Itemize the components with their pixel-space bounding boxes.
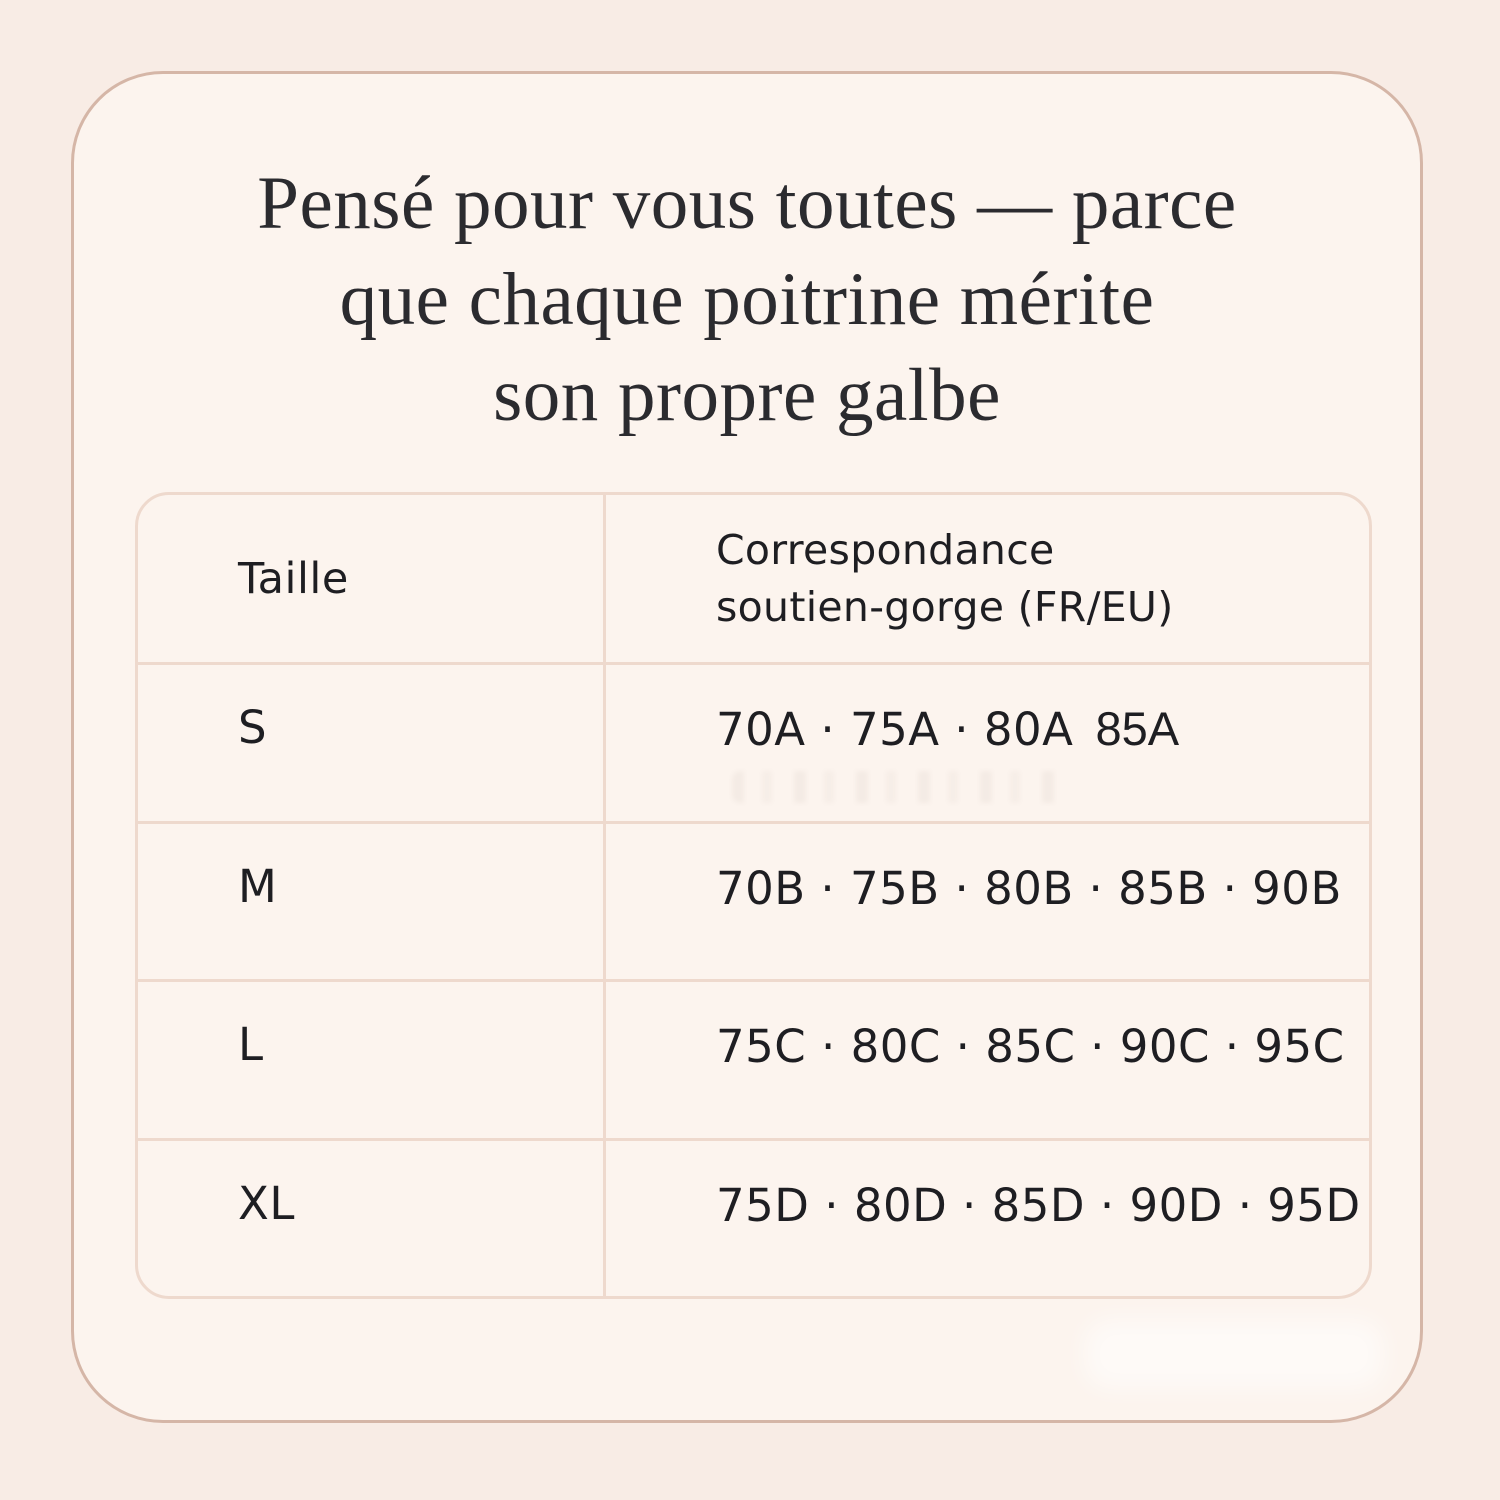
correspondence-values-xl: 75D · 80D · 85D · 90D · 95D [716, 1178, 1361, 1232]
correspondence-cell-l [603, 979, 1369, 1138]
header-correspondence-line-1: Correspondance [716, 525, 1055, 574]
correspondence-cell-s [603, 662, 1369, 821]
size-cell-xl [138, 1138, 603, 1297]
correspondence-values-m: 70B · 75B · 80B · 85B · 90B [716, 861, 1342, 915]
size-label-s: S [238, 701, 268, 754]
size-label-m: M [238, 859, 278, 913]
page-title [74, 156, 1420, 444]
header-correspondence-label [716, 522, 1174, 636]
title-line-2: que chaque poitrine mérite [339, 258, 1155, 341]
correspondence-cell-xl [603, 1138, 1369, 1297]
correspondence-values-s: 70A · 75A · 80A [716, 703, 1074, 756]
title-line-1: Pensé pour vous toutes — parce [257, 162, 1237, 245]
header-correspondence-line-2: soutien-gorge (FR/EU) [716, 582, 1174, 631]
correspondence-edited-value-s: 85A [1095, 702, 1180, 755]
size-chart-table [135, 492, 1372, 1299]
size-cell-m [138, 821, 603, 980]
correspondence-values-l: 75C · 80C · 85C · 90C · 95C [716, 1020, 1345, 1073]
size-label-xl: XL [238, 1176, 295, 1230]
edit-smudge-artifact [1084, 1319, 1384, 1389]
size-cell-l [138, 979, 603, 1138]
size-label-l: L [238, 1018, 264, 1071]
info-card [71, 71, 1423, 1423]
header-cell-size [138, 495, 603, 662]
header-size-label: Taille [238, 553, 349, 604]
size-cell-s [138, 662, 603, 821]
correspondence-cell-m [603, 821, 1369, 980]
title-line-3: son propre galbe [493, 354, 1001, 437]
header-cell-correspondence [603, 495, 1369, 662]
